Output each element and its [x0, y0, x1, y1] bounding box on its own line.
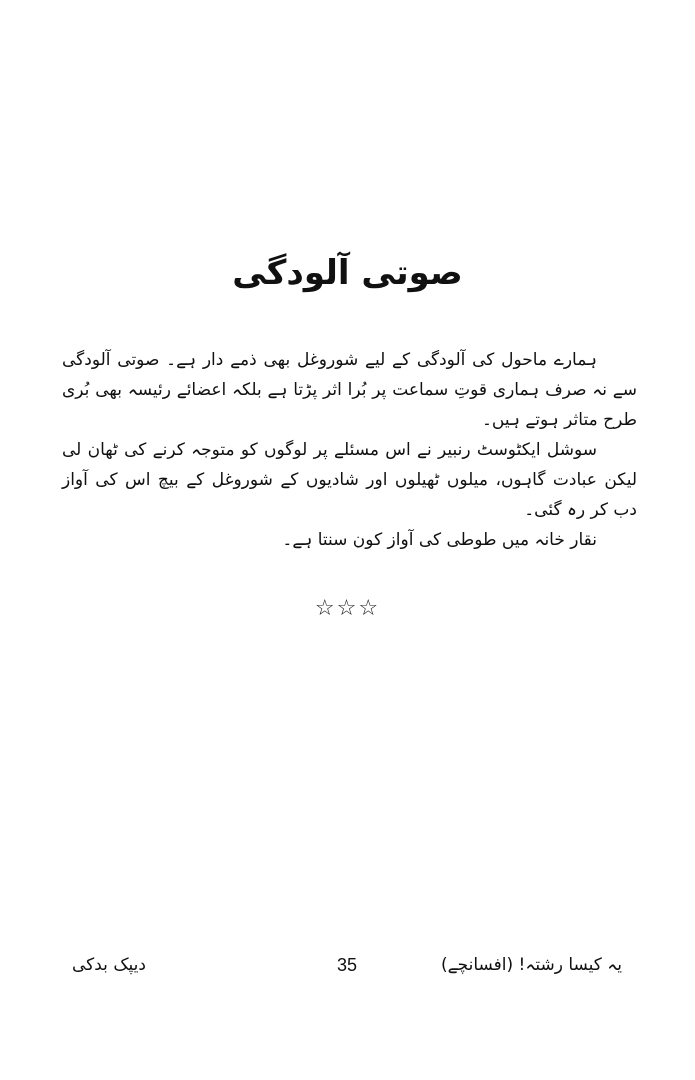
footer-book-title: یہ کیسا رشتہ! (افسانچے) [441, 955, 622, 975]
story-body [62, 345, 637, 555]
paragraph-activist: سوشل ایکٹوسٹ رنبیر نے اس مسئلے پر لوگوں کو متوجہ کرنے کی ٹھان لی لیکن عبادت گاہوں، میلوں ٹھیلوں اور شادیوں کے شوروغل کے بیچ اس کی آواز دب کر رہ گئی۔ [62, 440, 637, 520]
paragraph-proverb: نقار خانہ میں طوطی کی آواز کون سنتا ہے۔ [282, 530, 597, 550]
page-number: 35 [336, 955, 358, 975]
section-separator-stars: ☆☆☆ [314, 596, 381, 621]
page-title: صوتی آلودگی [232, 253, 463, 293]
page-footer [72, 950, 622, 980]
paragraph-pollution: ہمارے ماحول کی آلودگی کے لیے شوروغل بھی ذمے دار ہے۔ صوتی آلودگی سے نہ صرف ہماری قوتِ سماعت پر بُرا اثر پڑتا ہے بلکہ اعضائے رئیسہ بھی بُری طرح متاثر ہوتے ہیں۔ [62, 350, 637, 430]
footer-author: دیپک بدکی [72, 955, 146, 975]
